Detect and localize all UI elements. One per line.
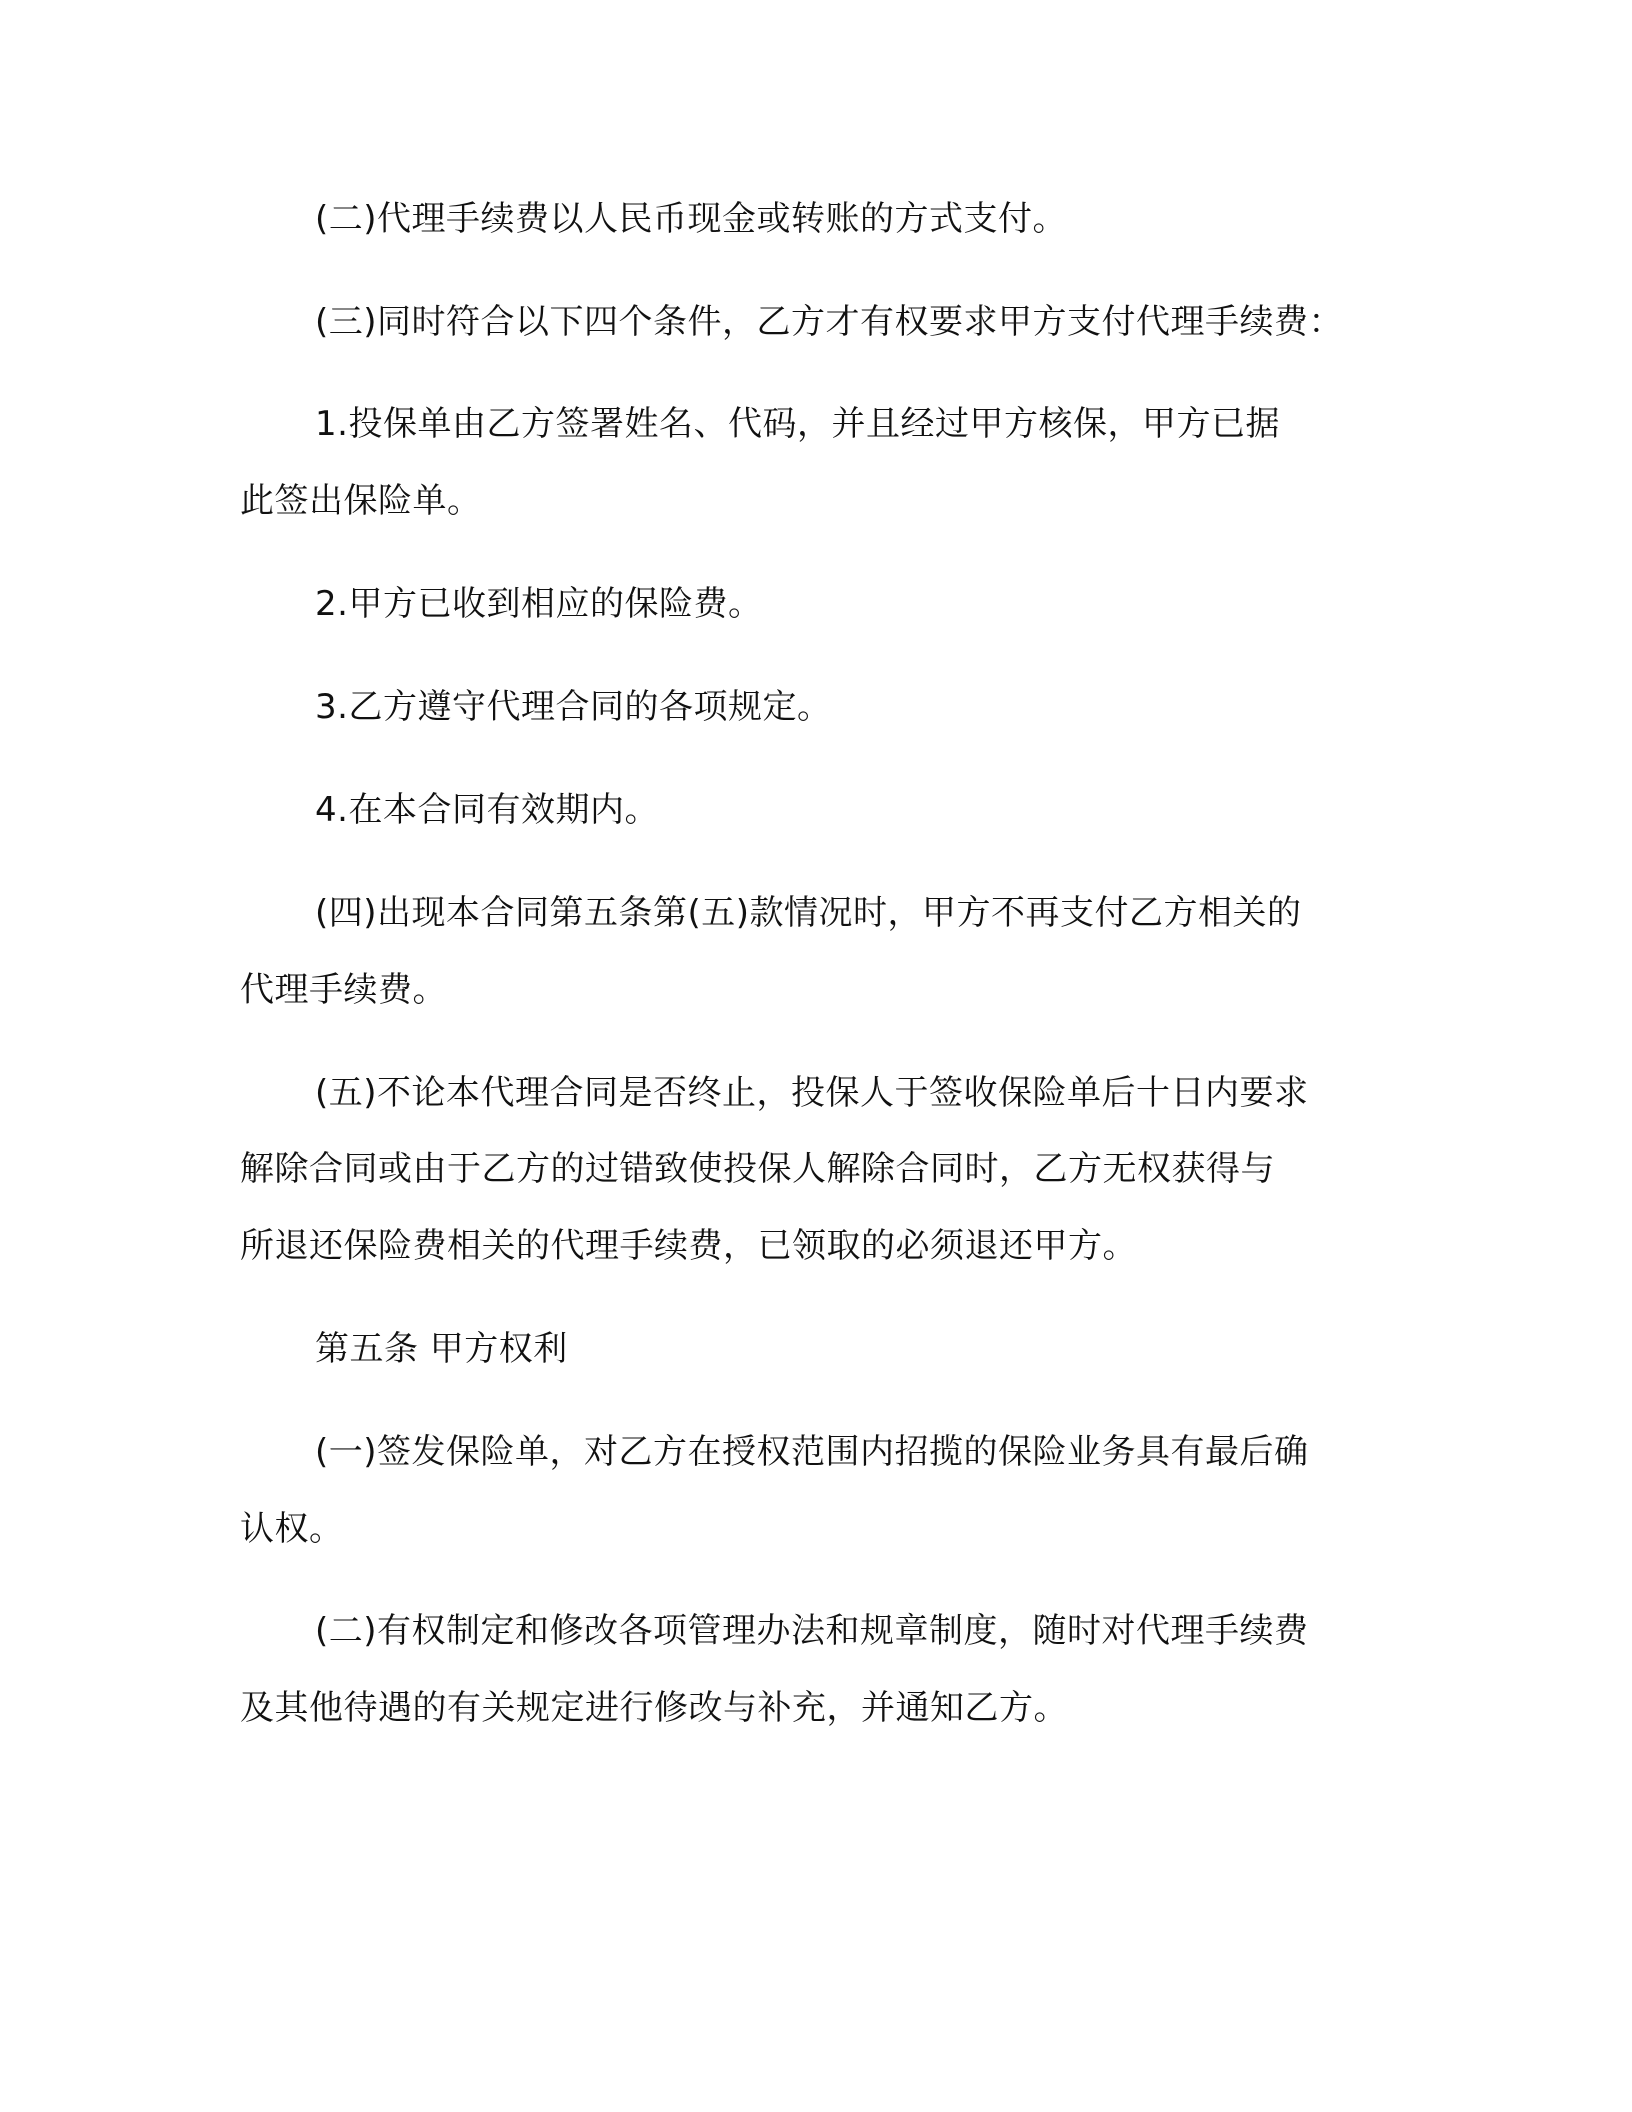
paragraph-line: (二)代理手续费以人民币现金或转账的方式支付。 xyxy=(315,199,1068,239)
paragraph-line: (二)有权制定和修改各项管理办法和规章制度，随时对代理手续费 xyxy=(315,1611,1309,1651)
paragraph-line: (四)出现本合同第五条第(五)款情况时，甲方不再支付乙方相关的 xyxy=(315,893,1302,933)
paragraph-line: (五)不论本代理合同是否终止，投保人于签收保险单后十日内要求 xyxy=(315,1073,1309,1113)
paragraph-line: 及其他待遇的有关规定进行修改与补充，并通知乙方。 xyxy=(240,1688,1068,1728)
paragraph-line: 所退还保险费相关的代理手续费，已领取的必须退还甲方。 xyxy=(240,1226,1137,1266)
section-heading: 第五条 甲方权利 xyxy=(315,1329,568,1369)
paragraph-line: 代理手续费。 xyxy=(240,970,447,1010)
paragraph-line: 3.乙方遵守代理合同的各项规定。 xyxy=(315,687,832,727)
paragraph-line: (三)同时符合以下四个条件，乙方才有权要求甲方支付代理手续费： xyxy=(315,302,1344,342)
paragraph-line: 认权。 xyxy=(240,1509,344,1549)
paragraph-line: 解除合同或由于乙方的过错致使投保人解除合同时，乙方无权获得与 xyxy=(240,1149,1275,1189)
paragraph-line: 此签出保险单。 xyxy=(240,481,482,521)
paragraph-line: (一)签发保险单，对乙方在授权范围内招揽的保险业务具有最后确 xyxy=(315,1432,1309,1472)
paragraph-line: 2.甲方已收到相应的保险费。 xyxy=(315,584,763,624)
paragraph-line: 1.投保单由乙方签署姓名、代码，并且经过甲方核保，甲方已据 xyxy=(315,404,1280,444)
paragraph-line: 4.在本合同有效期内。 xyxy=(315,790,659,830)
